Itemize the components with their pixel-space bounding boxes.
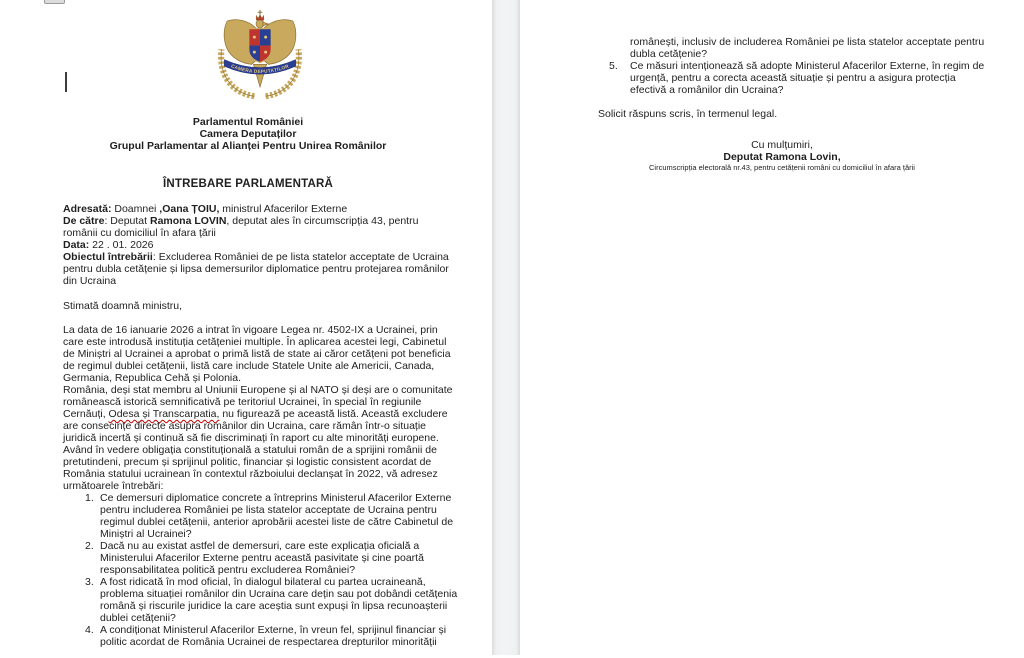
- text-line: Miniștri al Ucrainei?: [100, 528, 192, 540]
- text-line: Având în vedere obligația constituțională a statului român de a sprijini românii de: [63, 444, 437, 456]
- text-line: Ce demersuri diplomatice concrete a întreprins Ministerul Afacerilor Externe: [100, 492, 452, 504]
- text-line: România, deși stat membru al Uniunii Europene și al NATO și deși are o comunitate: [63, 384, 453, 396]
- text-line: regimul dublei cetățenii, anterior aprobării acestei liste de către Cabinetul de: [100, 516, 454, 528]
- questions-list-continued: [598, 60, 985, 96]
- text-line: problema situației românilor din Ucraina care dețin sau pot dobândi cetățenia: [100, 588, 458, 600]
- text-line: de Miniștri al Ucrainei a aprobat o primă listă de state ai căror cetățeni pot beneficia: [63, 348, 451, 360]
- text-line: Obiectul întrebării: Excluderea României de pe lista statelor acceptate de Ucraina: [63, 251, 449, 263]
- text-line: dublei cetățenii?: [100, 612, 176, 624]
- spellcheck-flagged-text: Odesa și Transcarpatia,: [108, 408, 220, 420]
- salutation-text: Stimată doamnă ministru,: [63, 300, 183, 312]
- closing-text: Solicit răspuns scris, în termenul legal.: [598, 108, 778, 120]
- document-body-left: [63, 116, 460, 648]
- questions-list: [63, 492, 460, 648]
- question-list-item: [63, 576, 460, 624]
- list-item-number: 5.: [609, 60, 618, 72]
- text-line: pentru includerea României pe lista statelor acceptate de Ucraina pentru: [100, 504, 437, 516]
- text-line: Parlamentul României: [192, 116, 304, 128]
- question-list-item: [598, 60, 985, 96]
- text-line: care este introdusă instituția cetățeniei multiple. În aplicarea acestei legi, Cabinetul: [63, 336, 447, 348]
- page-gap: [492, 0, 520, 655]
- text-line: Adresată: Doamnei ,Oana ȚOIU, ministrul Afacerilor Externe: [63, 203, 348, 215]
- signature-thanks: Cu mulțumiri,: [751, 139, 813, 151]
- text-line: responsabilitatea politică pentru excluderea României?: [100, 564, 356, 576]
- text-cursor: [65, 72, 67, 92]
- text-line: Dacă nu au existat astfel de demersuri, care este explicația oficială a: [100, 540, 420, 552]
- text-line: românii cu domiciliul în afara țării: [63, 227, 216, 239]
- text-line: pretutindeni, precum și sprijinul politic, financiar și logistic consistent acordat de: [63, 456, 432, 468]
- text-line: pentru dubla cetățenie și lipsa demersurilor diplomatice pentru protejarea românilor: [63, 263, 449, 275]
- text-line: dubla cetățenie?: [630, 48, 708, 60]
- salutation: [63, 300, 460, 312]
- text-line: din Ucraina: [63, 275, 117, 287]
- header-institution: [63, 116, 433, 152]
- text-line: A condiționat Ministerul Afacerilor Externe, în vreun fel, sprijinul financiar și: [100, 624, 447, 636]
- text-line: A fost ridicată în mod oficial, în dialogul bilateral cu partea ucraineană,: [100, 576, 426, 588]
- question-4-continuation: [598, 36, 985, 60]
- text-line: efectivă a românilor din Ucraina?: [630, 84, 784, 96]
- address-block: [63, 203, 460, 287]
- signature-detail: Circumscripția electorală nr.43, pentru cetățenii români cu domiciliul în afara țării: [649, 163, 915, 172]
- body-paragraph: [63, 324, 460, 492]
- text-line: următoarele întrebări:: [63, 480, 164, 492]
- signature-block: [598, 139, 966, 173]
- text-line: La data de 16 ianuarie 2026 a intrat în vigoare Legea nr. 4502-IX a Ucrainei, prin: [63, 324, 438, 336]
- question-list-item: [63, 492, 460, 540]
- closing-line: [598, 108, 966, 120]
- emblem-banner-text: CAMERA DEPUTAȚILOR: [230, 63, 290, 75]
- list-item-number: 1.: [85, 492, 94, 504]
- question-list-item: [63, 540, 460, 576]
- list-item-number: 3.: [85, 576, 94, 588]
- document-page-right[interactable]: [520, 0, 1024, 658]
- document-page-left[interactable]: [0, 0, 492, 658]
- document-title-text: ÎNTREBARE PARLAMENTARĂ: [162, 178, 334, 190]
- text-line: urgență, pentru a corecta această situație și pentru a asigura protecția: [630, 72, 956, 84]
- text-line: română și riscurile juridice la care aceștia sunt expuși în lipsa recunoașterii: [100, 600, 448, 612]
- list-item-number: 2.: [85, 540, 94, 552]
- text-line: De către: Deputat Ramona LOVIN, deputat ales în circumscripția 43, pentru: [63, 215, 419, 227]
- signature-name: Deputat Ramona Lovin,: [723, 151, 841, 163]
- text-line: are consecințe directe asupra românilor din Ucraina, care rămân într-o situație: [63, 420, 427, 432]
- question-list-item: [63, 624, 460, 648]
- text-line: juridică incertă și continuă să fie discriminați în raport cu alte minorități europene.: [63, 432, 439, 444]
- list-item-number: 4.: [85, 624, 94, 636]
- text-line: de regimul dublei cetățenii, listă care include Statele Unite ale Americii, Canada,: [63, 360, 435, 372]
- text-line: Cernăuți, Odesa și Transcarpatia, nu figurează pe această listă. Această excludere: [63, 408, 448, 420]
- text-line: Data: 22 . 01. 2026: [63, 239, 154, 251]
- text-line: Camera Deputaților: [199, 128, 297, 140]
- document-body-right: [598, 36, 985, 173]
- chamber-of-deputies-emblem: [213, 8, 307, 100]
- text-line: politic acordat de România Ucrainei de respectarea drepturilor minorității: [100, 636, 437, 648]
- document-title: [63, 178, 433, 190]
- text-line: România statului ucrainean în contextul războiului declanșat în 2022, vă adresez: [63, 468, 438, 480]
- text-line: Grupul Parlamentar al Alianței Pentru Unirea Românilor: [109, 140, 387, 152]
- text-line: românească istorică semnificativă pe teritoriul Ucrainei, în special în regiunile: [63, 396, 422, 408]
- text-line: Germania, Republica Cehă și Polonia.: [63, 372, 242, 384]
- text-line: românești, inclusiv de includerea României pe lista statelor acceptate pentru: [630, 36, 985, 48]
- text-line: Ministerului Afacerilor Externe pentru această pasivitate și cine poartă: [100, 552, 424, 564]
- partial-toolbar-button[interactable]: [44, 0, 65, 4]
- text-line: Ce măsuri intenționează să adopte Ministerul Afacerilor Externe, în regim de: [630, 60, 985, 72]
